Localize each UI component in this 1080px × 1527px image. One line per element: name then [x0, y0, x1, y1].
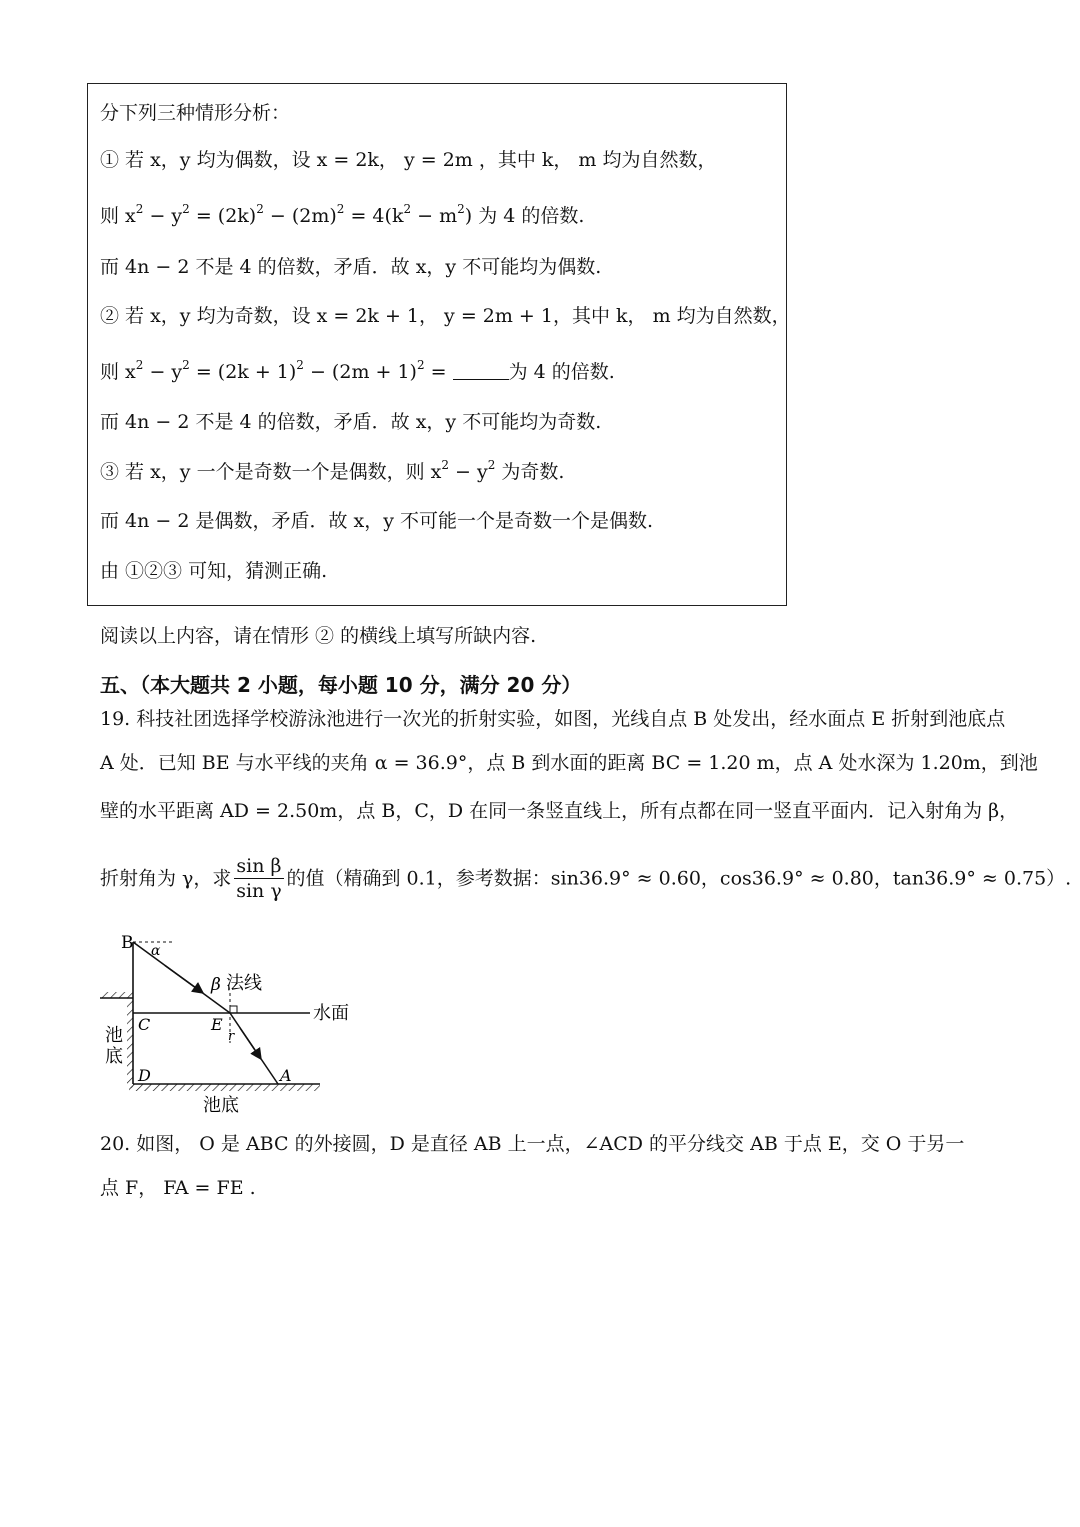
refraction-figure — [95, 928, 370, 1120]
q19-line3: 壁的水平距离 AD = 2.50m，点 B，C，D 在同一条竖直线上，所有点都在同一竖直平面内．记入射角为 β， — [100, 800, 1019, 822]
case2-line1: ② 若 x，y 均为奇数，设 x = 2k + 1， y = 2m + 1，其中 k， m 均为自然数， — [100, 305, 791, 327]
box-intro: 分下列三种情形分析： — [100, 102, 291, 124]
sin-ratio-fraction: $\frac{\text{sin β}}{\text{sin γ}}$ — [236, 855, 282, 902]
instruction: 阅读以上内容，请在情形 ② 的横线上填写所缺内容. — [100, 625, 537, 647]
label-E: E — [211, 1015, 223, 1034]
q20-line1: 20. 如图， O 是 ABC 的外接圆，D 是直径 AB 上一点，∠ACD 的平分线交 AB 于点 E，交 O 于另一 — [100, 1133, 965, 1155]
label-gamma: r — [228, 1029, 235, 1044]
label-normal: 法线 — [226, 973, 262, 994]
refracted-ray-arrow — [240, 1028, 261, 1059]
label-D: D — [138, 1066, 151, 1085]
answer-blank[interactable] — [453, 361, 509, 380]
label-B: B — [121, 933, 134, 953]
case2-line2: 则 $x^2 - y^2 = (2k + 1)^2 - (2m + 1)^2$ = 为 4 的倍数. — [100, 358, 615, 383]
right-angle-mark — [230, 1006, 237, 1013]
label-pool-wall-1: 池 — [105, 1025, 123, 1046]
ground-hatch — [100, 992, 133, 998]
case2-line3: 而 4n − 2 不是 4 的倍数，矛盾．故 x，y 不可能均为奇数. — [100, 411, 602, 433]
q19-line4: 折射角为 γ，求 $\frac{\text{sin β}}{\text{sin γ}}$ 的值（精确到 0.1，参考数据：sin36.9° ≈ 0.60，cos36.9° ≈ 0.80，tan36.9° ≈ 0.75）. — [100, 855, 1072, 902]
box-conclusion: 由 ①②③ 可知，猜测正确. — [100, 560, 328, 582]
case3-line2: 而 4n − 2 是偶数，矛盾．故 x，y 不可能一个是奇数一个是偶数. — [100, 510, 654, 532]
label-pool-bottom: 池底 — [203, 1095, 239, 1116]
q19-line2: A 处．已知 BE 与水平线的夹角 α = 36.9°，点 B 到水面的距离 BC = 1.20 m，点 A 处水深为 1.20m，到池 — [100, 752, 1038, 774]
q19-line1: 19. 科技社团选择学校游泳池进行一次光的折射实验，如图，光线自点 B 处发出，经水面点 E 折射到池底点 — [100, 708, 1006, 730]
label-alpha: α — [151, 943, 161, 959]
label-pool-wall-2: 底 — [105, 1046, 123, 1067]
label-C: C — [138, 1015, 151, 1034]
label-water-surface: 水面 — [313, 1003, 349, 1024]
label-A: A — [280, 1066, 292, 1085]
label-beta: β — [211, 975, 221, 995]
case1-line3: 而 4n − 2 不是 4 的倍数，矛盾．故 x，y 不可能均为偶数. — [100, 256, 602, 278]
incident-ray-arrow — [165, 966, 203, 994]
q20-line2: 点 F， FA = FE . — [100, 1177, 256, 1199]
pool-bottom-hatch — [129, 1084, 320, 1091]
case1-line1: ① 若 x，y 均为偶数，设 x = 2k， y = 2m ，其中 k， m 均为自然数， — [100, 149, 717, 171]
case1-line2: 则 $x^2 - y^2 = (2k)^2 - (2m)^2 = 4(k^2 - m^2)$ 为 4 的倍数. — [100, 202, 585, 227]
pool-wall-hatch — [127, 998, 133, 1088]
section-heading: 五、（本大题共 2 小题，每小题 10 分，满分 20 分） — [100, 673, 582, 697]
case3-line1: ③ 若 x，y 一个是奇数一个是偶数，则 $x^2 - y^2$ 为奇数. — [100, 458, 565, 483]
